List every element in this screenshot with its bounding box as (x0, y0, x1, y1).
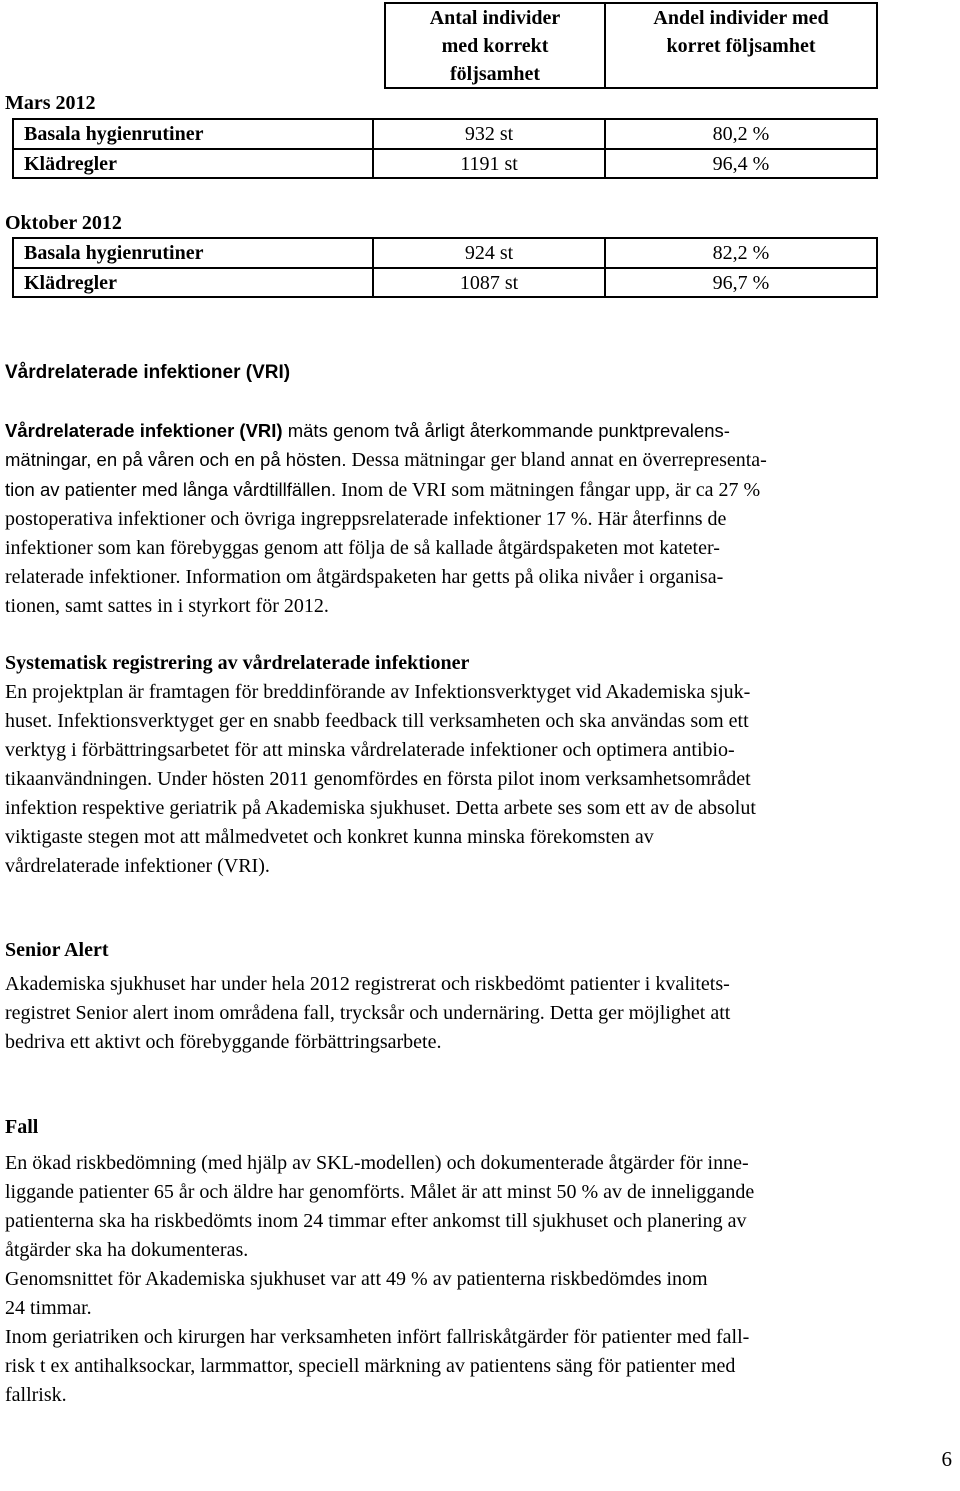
row-label: Klädregler (24, 153, 117, 175)
section-heading-senior-alert: Senior Alert (5, 939, 109, 961)
section-heading-fall: Fall (5, 1116, 39, 1138)
vri-bold-term: Vårdrelaterade infektioner (VRI) (5, 420, 283, 441)
row-share: 96,7 % (712, 272, 770, 294)
row-count: 1191 st (460, 153, 518, 175)
column-header-count: Antal individer med korrekt följsamhet (429, 7, 561, 85)
page-number: 6 (941, 1447, 952, 1471)
column-header-share: Andel individer med korret följsamhet (653, 7, 829, 57)
row-count: 932 st (464, 123, 514, 145)
vri-paragraph: Vårdrelaterade infektioner (VRI) mäts genom två årligt återkommande punktprevalens- mätningar, en på våren och en på hösten. Dessa mätningar ger bland annat en överrepresenta- tion av patienter med långa vårdtillfällen. Inom de VRI som mätningen fångar upp, är ca 27 % postoperativa infektioner och övriga ingreppsrelaterade infektioner 17 %. Här återfinns de infektioner som kan förebyggas genom att följa de så kallade åtgärdspaketen mot kateter- relaterade infektioner. Information om åtgärdspaketen har getts på olika nivåer i organisa- tionen, samt sattes in i styrkort för 2012. (5, 420, 767, 617)
section-heading-vri: Vårdrelaterade infektioner (VRI) (5, 362, 291, 383)
row-label: Basala hygienrutiner (24, 123, 204, 145)
row-count: 924 st (464, 242, 514, 264)
row-label: Klädregler (24, 272, 117, 294)
section-heading-registrering: Systematisk registrering av vårdrelaterade infektioner (5, 652, 470, 674)
row-share: 82,2 % (712, 242, 770, 264)
period-label: Mars 2012 (5, 92, 96, 114)
row-label: Basala hygienrutiner (24, 242, 204, 264)
row-count: 1087 st (459, 272, 519, 294)
senior-alert-paragraph: Akademiska sjukhuset har under hela 2012 registrerat och riskbedömt patienter i kvalitets- registret Senior alert inom områdena fall, trycksår och undernäring. Detta ger möjlighet att bedriva ett aktivt och förebyggande förbättringsarbete. (5, 973, 731, 1053)
row-share: 80,2 % (712, 123, 770, 145)
row-share: 96,4 % (712, 153, 770, 175)
registrering-paragraph: En projektplan är framtagen för breddinförande av Infektionsverktyget vid Akademiska sjuk- huset. Infektionsverktyget ger en snabb feedback till verksamheten och ska användas som ett verktyg i förbättringsarbetet för att minska vårdrelaterade infektioner och optimera antibio- tikaanvändningen. Under hösten 2011 genomfördes en första pilot inom verksamhetsområdet infektion respektive geriatrik på Akademiska sjukhuset. Detta arbete ses som ett av de absolut viktigaste stegen mot att målmedvetet och konkret kunna minska förekomsten av vårdrelaterade infektioner (VRI). (5, 681, 756, 877)
period-label: Oktober 2012 (5, 212, 122, 234)
fall-paragraph: En ökad riskbedömning (med hjälp av SKL-modellen) och dokumenterade åtgärder för inne- liggande patienter 65 år och äldre har genomförts. Målet är att minst 50 % av de inneliggande patienterna ska ha riskbedömts inom 24 timmar efter ankomst till sjukhuset och planering av åtgärder ska ha dokumenteras. Genomsnittet för Akademiska sjukhuset var att 49 % av patienterna riskbedömdes inom 24 timmar. Inom geriatriken och kirurgen har verksamheten infört fallriskåtgärder för patienter med fall- risk t ex antihalksockar, larmmattor, speciell märkning av patientens säng för patienter med fallrisk. (5, 1152, 755, 1406)
